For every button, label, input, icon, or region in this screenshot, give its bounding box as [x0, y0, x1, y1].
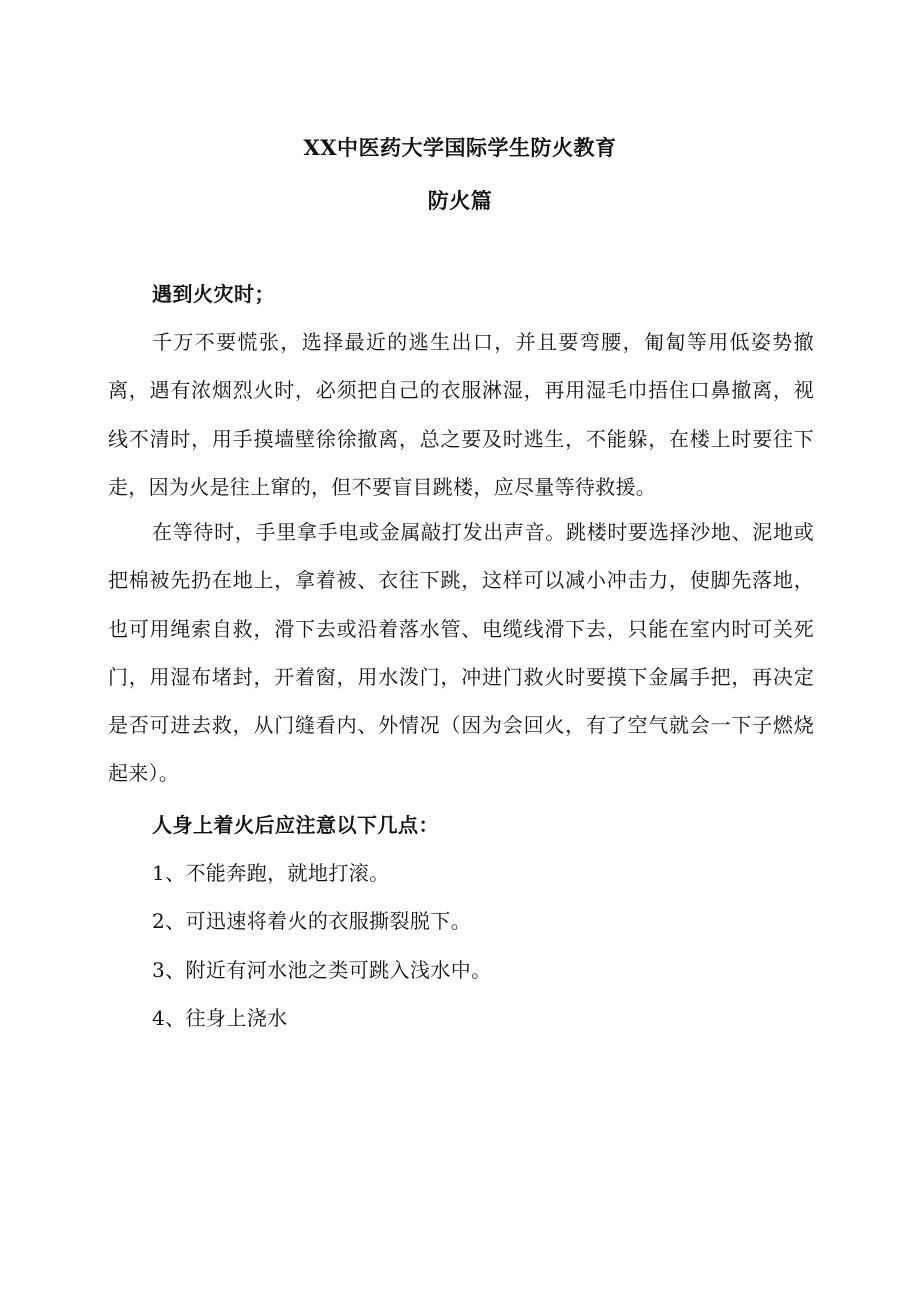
document-subtitle: 防火篇: [427, 188, 493, 213]
paragraph-escape: 千万不要慌张，选择最近的逃生出口，并且要弯腰，匍匐等用低姿势撤离，遇有浓烟烈火时，必须把自己的衣服淋湿，再用湿毛巾捂住口鼻撤离，视线不清时，用手摸墙壁徐徐撤离，总之要及时逃生，不能躲，在楼上时要往下走，因为火是往上窜的，但不要盲目跳楼，应尽量等待救援。: [108, 330, 814, 499]
list-item: 2、可迅速将着火的衣服撕裂脱下。: [152, 909, 472, 933]
document-title: XX中医药大学国际学生防火教育: [303, 135, 617, 160]
list-item: 3、附近有河水池之类可跳入浅水中。: [152, 958, 492, 982]
section-heading-clothes-fire: 人身上着火后应注意以下几点：: [152, 813, 439, 837]
section-heading-fire: 遇到火灾时；: [152, 282, 275, 306]
paragraph-waiting: 在等待时，手里拿手电或金属敲打发出声音。跳楼时要选择沙地、泥地或把棉被先扔在地上，拿着被、衣往下跳，这样可以减小冲击力，使脚先落地，也可用绳索自救，滑下去或沿着落水管、电缆线滑下去，只能在室内时可关死门，用湿布堵封，开着窗，用水泼门，冲进门救火时要摸下金属手把，再决定是否可进去救，从门缝看内、外情况（因为会回火，有了空气就会一下子燃烧起来）。: [108, 520, 814, 786]
list-item: 1、不能奔跑，就地打滚。: [152, 861, 390, 885]
list-item: 4、往身上浇水: [152, 1006, 288, 1030]
